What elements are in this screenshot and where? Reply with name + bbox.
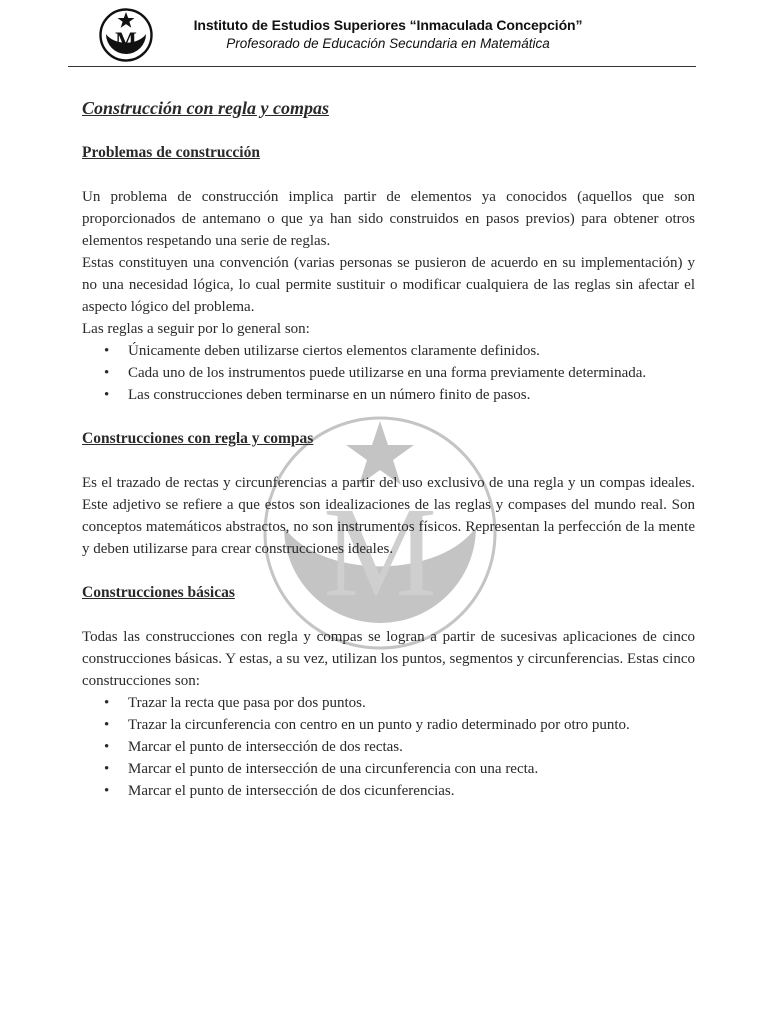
list-item: • Marcar el punto de intersección de una circunferencia con una recta. <box>82 758 695 780</box>
paragraph: Todas las construcciones con regla y compas se logran a partir de sucesivas aplicaciones de cinco construcciones básicas. Y estas, a su vez, utilizan los puntos, segmentos y circunferencias. Estas cinco construcciones son: <box>82 629 695 689</box>
list-item: • Cada uno de los instrumentos puede utilizarse en una forma previamente determinada. <box>82 362 695 384</box>
section-heading-basicas: Construcciones básicas <box>82 584 235 601</box>
list-item: • Únicamente deben utilizarse ciertos elementos claramente definidos. <box>82 340 695 362</box>
basic-constructions-list <box>82 692 695 802</box>
list-item: • Las construcciones deben terminarse en un número finito de pasos. <box>82 384 695 406</box>
page-header <box>68 0 696 67</box>
institution-name: Instituto de Estudios Superiores “Inmaculada Concepción” <box>193 17 583 33</box>
header-text <box>163 16 613 54</box>
paragraph: Estas constituyen una convención (varias personas se pusieron de acuerdo en su implementación) y no una necesidad lógica, lo cual permite sustituir o modificar cualquiera de las reglas sin afectar el aspecto lógico del problema. <box>82 255 695 315</box>
paragraph: Las reglas a seguir por lo general son: <box>82 321 310 337</box>
watermark-letter: M <box>323 481 437 623</box>
list-item: • Trazar la circunferencia con centro en un punto y radio determinado por otro punto. <box>82 714 695 736</box>
section-heading-regla-compas: Construcciones con regla y compas <box>82 430 314 447</box>
logo-letter: M <box>115 28 137 53</box>
institution-subtitle: Profesorado de Educación Secundaria en Matemática <box>226 36 550 51</box>
document-title: Construcción con regla y compas <box>82 98 330 118</box>
list-item: • Trazar la recta que pasa por dos puntos. <box>82 692 695 714</box>
paragraph: Es el trazado de rectas y circunferencias a partir del uso exclusivo de una regla y un compas ideales. Este adjetivo se refiere a que estos son idealizaciones de las reglas y compases del mundo real. Son conceptos matemáticos abstractos, no son instrumentos físicos. Representan la perfección de la mente y deben utilizarse para crear construcciones ideales. <box>82 475 695 557</box>
star-crescent-logo-icon <box>98 8 154 62</box>
document-body <box>82 96 695 802</box>
list-item: • Marcar el punto de intersección de dos rectas. <box>82 736 695 758</box>
list-item: • Marcar el punto de intersección de dos cicunferencias. <box>82 780 695 802</box>
section-heading-problemas: Problemas de construcción <box>82 144 260 161</box>
rules-list <box>82 340 695 406</box>
paragraph: Un problema de construcción implica partir de elementos ya conocidos (aquellos que son proporcionados de antemano o que ya han sido construidos en pasos previos) para obtener otros elementos respetando una serie de reglas. <box>82 189 695 249</box>
